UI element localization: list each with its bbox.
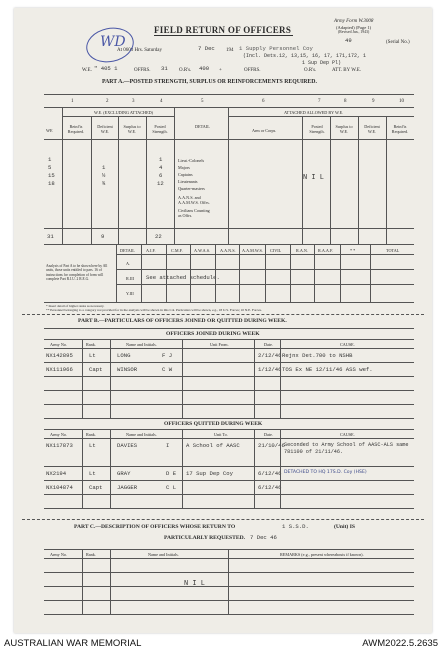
we-val-4: 18 <box>48 180 55 187</box>
joined-1-rank: Lt <box>89 352 96 359</box>
rule <box>44 508 414 509</box>
col-number-1: 1 <box>71 99 74 104</box>
unit-typed-2: (Incl. Dets.12, 13,15, 16, 17, 171,172, 1 <box>243 53 367 59</box>
rule <box>44 107 414 108</box>
form-revised: (Revised Jan., 1943) <box>338 30 370 34</box>
quitted-col-unit: Unit To. <box>214 432 228 437</box>
ors-label-2: O.R's. <box>304 68 317 73</box>
detail-col-aamws: A.A.M.W.S. <box>242 248 263 253</box>
col-surplus-2: Surplus to W.E. <box>335 124 353 134</box>
form-number: Army Form W.3008 <box>334 19 374 24</box>
joined-col-army-no: Army No. <box>50 342 67 347</box>
rule <box>370 244 371 302</box>
rule <box>44 362 414 363</box>
joined-col-rank: Rank. <box>86 342 96 347</box>
detail-col-awas: A.W.A.S. <box>194 248 211 253</box>
col-posted: Posted Strength. <box>152 124 168 134</box>
rule <box>44 549 414 550</box>
rule <box>44 480 414 481</box>
quitted-1-date: 21/10/46 <box>258 442 285 449</box>
detail-col-civil: CIVIL <box>270 248 282 253</box>
detail-col-aans: A.A.N.S. <box>220 248 236 253</box>
we-val-1: 1 <box>48 156 52 163</box>
rank-captains: Captains <box>178 172 193 177</box>
footer-accession: AWM2022.5.2635 <box>362 638 438 649</box>
rule <box>44 600 414 601</box>
col-number-9: 9 <box>372 99 375 104</box>
col-number-7: 7 <box>318 99 321 104</box>
rule <box>82 339 83 418</box>
col-detail: DETAIL <box>195 124 210 129</box>
joined-2-date: 1/12/46 <box>258 366 282 373</box>
attached-nil: N I L <box>303 174 325 182</box>
quitted-1-initials: I <box>166 442 170 449</box>
footer-source: AUSTRALIAN WAR MEMORIAL <box>4 638 142 649</box>
quitted-col-cause: CAUSE. <box>340 432 355 437</box>
quitted-1-no: NX117873 <box>46 442 73 449</box>
rule <box>118 116 119 244</box>
col-we: WE <box>46 128 53 133</box>
col-number-3: 3 <box>132 99 135 104</box>
total-def: 9 <box>101 233 105 240</box>
rule <box>44 302 414 303</box>
joined-title: OFFICERS JOINED DURING WEEK <box>166 331 260 337</box>
rank-lieutenants: Lieutenants <box>178 179 198 184</box>
rule <box>44 494 414 495</box>
footnote-1: * Insert detail of higher ranks as necessary. <box>46 304 105 308</box>
plus-sign: + <box>219 68 222 73</box>
quitted-1-unit: A School of AASC <box>186 442 240 449</box>
see-schedule: See attached schedule. <box>146 274 220 281</box>
rule <box>44 586 414 587</box>
rule <box>280 339 281 418</box>
rule <box>44 376 414 377</box>
rule <box>330 116 331 244</box>
part-c-unit: 1 S.S.D. <box>282 523 309 530</box>
quitted-2-rank: Lt <box>89 470 96 477</box>
detail-col-ran: R.A.N. <box>296 248 308 253</box>
part-c-col-remarks: REMARKS (e.g., present whereabouts if known). <box>280 552 364 557</box>
joined-2-initials: C W <box>162 366 173 373</box>
we-label: W.E. <box>82 68 92 73</box>
col-number-6: 6 <box>262 99 265 104</box>
joined-col-date: Date. <box>264 342 273 347</box>
quitted-col-rank: Rank. <box>86 432 96 437</box>
rule <box>44 348 414 349</box>
rule <box>215 244 216 302</box>
rule <box>254 339 255 418</box>
rule <box>91 116 92 244</box>
rule <box>190 244 191 302</box>
offrs-label: OFFRS. <box>134 68 151 73</box>
rule <box>314 244 315 302</box>
rule <box>22 314 424 315</box>
part-c-date: 7 Dec 46 <box>250 534 277 541</box>
rule <box>44 614 414 615</box>
rule <box>228 549 229 614</box>
col-number-8: 8 <box>344 99 347 104</box>
joined-1-no: NX142895 <box>46 352 73 359</box>
detail-col-total: TOTAL <box>386 248 400 253</box>
stamp-text: WD <box>100 34 126 50</box>
rule <box>290 244 291 302</box>
quitted-title: OFFICERS QUITTED DURING WEEK <box>164 421 263 427</box>
col-number-5: 5 <box>201 99 204 104</box>
quitted-2-date: 6/12/46 <box>258 470 282 477</box>
rank-aans: A.A.N.S. and <box>178 195 201 200</box>
part-c-nil: N I L <box>184 580 206 588</box>
joined-col-unit: Unit From. <box>210 342 229 347</box>
joined-1-cause: Rejnx Det.700 to NSHB <box>282 352 353 359</box>
part-b-title: PART B.—PARTICULARS OF OFFICERS JOINED OR QUITTED DURING WEEK. <box>78 318 287 324</box>
ors-label: O.R's. <box>179 68 192 73</box>
rule <box>340 244 341 302</box>
def-val-3: ½ <box>102 172 106 179</box>
quitted-2-no: NX2194 <box>46 470 67 477</box>
rule <box>44 228 414 229</box>
quitted-2-initials: D E <box>166 470 177 477</box>
col-posted-2: Posted Strength. <box>309 124 325 134</box>
def-val-2: 1 <box>102 164 106 171</box>
rule <box>44 558 414 559</box>
we-excl-header: W.E. (EXCLUDING ATTACHED) <box>94 110 154 115</box>
part-c-col-rank: Rank. <box>86 552 96 557</box>
rank-aamws: A.A.M.W.S. Offrs. <box>178 200 210 205</box>
rule <box>22 519 424 520</box>
rank-quartermasters: Quarter-masters <box>178 186 205 191</box>
total-we: 31 <box>47 233 54 240</box>
rule <box>44 572 414 573</box>
rule <box>44 244 414 245</box>
rule <box>62 107 63 244</box>
rule <box>44 466 414 467</box>
joined-col-name: Name and Initials. <box>126 342 157 347</box>
col-reinforcements-2: Reinf'ts Required. <box>391 124 409 134</box>
detail-row-riii: R.III <box>126 276 135 281</box>
unit-typed-3: 1 Sup Dep Pl) <box>302 60 342 66</box>
rule <box>44 94 414 95</box>
rule <box>228 107 229 244</box>
rule <box>166 244 167 302</box>
we-value: " 405 1 <box>94 65 118 72</box>
rule <box>44 418 414 419</box>
col-number-4: 4 <box>160 99 163 104</box>
offrs-label-2: OFFRS. <box>244 68 261 73</box>
rank-civilians-2: as Offrs. <box>178 213 193 218</box>
part-c-unit-label: (Unit) IS <box>334 524 355 530</box>
we-val-2: 5 <box>48 164 52 171</box>
quitted-1-cause: Seconded to Army School of AASC-ALS same 781100 of 21/11/46. <box>284 442 409 455</box>
detail-row-yiii: Y.III <box>126 291 134 296</box>
rule <box>110 339 111 418</box>
col-arm: Arm or Corps. <box>252 128 277 133</box>
rule <box>44 328 414 329</box>
rule <box>110 429 111 508</box>
detail-col-cmf: C.M.F. <box>171 248 183 253</box>
quitted-2-name: GRAY <box>117 470 131 477</box>
rule <box>44 404 414 405</box>
col-surplus: Surplus to W.E. <box>123 124 141 134</box>
footnote-2: ** Personnel belonging to a category not provided for in the analysis will be shown in this Col. Particulars will be shown, e.g., 18 U.S. Forces; 10 N.E. Forces. <box>46 308 262 312</box>
attached-header: ATTACHED ALLOWED BY W.E. <box>284 110 344 115</box>
rank-civilians: Civilians Counting <box>178 208 210 213</box>
joined-2-name: WINSOR <box>117 366 138 373</box>
joined-1-initials: F J <box>162 352 173 359</box>
posted-val-3: 6 <box>159 172 163 179</box>
posted-val-4: 12 <box>157 180 164 187</box>
quitted-3-no: NX104874 <box>46 484 73 491</box>
year-label: 194 <box>226 48 234 53</box>
quitted-col-name: Name and Initials. <box>126 432 157 437</box>
detail-row-a: A. <box>126 261 131 266</box>
analysis-note: Analysis of Part A to be shown here by All units, those units entitled to pars. 16 of instructions for completion of form will complete Part R.I.U. 2 R.E.G. <box>46 264 108 282</box>
part-a-title: PART A.—POSTED STRENGTH, SURPLUS OR REINFORCEMENTS REQUIRED. <box>102 79 317 85</box>
detail-col-raaf: R.A.A.F. <box>318 248 334 253</box>
document-page <box>14 8 432 633</box>
joined-1-name: LONG <box>117 352 131 359</box>
form-title: FIELD RETURN OF OFFICERS <box>154 25 292 35</box>
rank-lt-col: Lieut.-Colonels <box>178 158 205 163</box>
quitted-1-name: DAVIES <box>117 442 138 449</box>
posted-val-2: 4 <box>159 164 163 171</box>
att-label: ATT. BY W.E. <box>332 68 362 73</box>
rule <box>82 549 83 614</box>
col-deficient: Deficient W.E. <box>97 124 113 134</box>
total-posted: 22 <box>155 233 162 240</box>
rank-majors: Majors <box>178 165 190 170</box>
col-deficient-2: Deficient W.E. <box>364 124 380 134</box>
quitted-3-date: 6/12/46 <box>258 484 282 491</box>
title-underline <box>154 35 293 36</box>
rule <box>141 244 142 302</box>
joined-col-cause: CAUSE. <box>340 342 355 347</box>
unit-typed: 1 Supply Personnel Coy <box>239 45 313 52</box>
rule <box>116 244 117 302</box>
col-number-2: 2 <box>106 99 109 104</box>
detail-col-aif: A.I.F. <box>146 248 156 253</box>
date-value: 7 Dec <box>198 45 215 52</box>
rule <box>265 244 266 302</box>
time-label: At 0600 Hrs. Saturday <box>117 48 162 53</box>
rule <box>358 116 359 244</box>
rule <box>110 549 111 614</box>
serial-label: (Serial No.) <box>386 40 410 45</box>
rule <box>174 107 175 244</box>
rule <box>182 339 183 418</box>
rule <box>44 390 414 391</box>
detail-col-detail: DETAIL <box>120 248 135 253</box>
quitted-col-army-no: Army No. <box>50 432 67 437</box>
rule <box>44 339 414 340</box>
detail-col-other: * * <box>350 248 356 253</box>
ors-value: 400 <box>199 65 210 72</box>
serial-value: 49 <box>345 37 352 44</box>
rule <box>254 429 255 508</box>
rule <box>82 429 83 508</box>
part-c-title: PART C.—DESCRIPTION OF OFFICERS WHOSE RETURN TO <box>74 524 236 530</box>
quitted-1-rank: Lt <box>89 442 96 449</box>
rule <box>386 116 387 244</box>
col-reinforcements: Reinf'ts Required. <box>67 124 85 134</box>
quitted-col-date: Date. <box>264 432 273 437</box>
offrs-value: 31 <box>161 65 168 72</box>
quitted-2-unit: 17 Sup Dep Coy <box>186 470 233 477</box>
quitted-2-cause: DETACHED TO HQ 17S.D. Coy (HSE) <box>284 470 367 475</box>
quitted-3-initials: C L <box>166 484 177 491</box>
rule <box>44 438 414 439</box>
rule <box>280 429 281 508</box>
col-number-10: 10 <box>399 99 404 104</box>
rule <box>44 429 414 430</box>
joined-2-cause: TOS Ex NE 12/11/46 ASS wef. <box>282 366 373 373</box>
joined-2-no: NX111966 <box>46 366 73 373</box>
joined-2-rank: Capt <box>89 366 103 373</box>
def-val-4: ¾ <box>102 180 106 187</box>
posted-val-1: 1 <box>159 156 163 163</box>
quitted-3-name: JAGGER <box>117 484 138 491</box>
quitted-3-rank: Capt <box>89 484 103 491</box>
part-c-col-army-no: Army No. <box>50 552 67 557</box>
rule <box>182 429 183 508</box>
we-val-3: 15 <box>48 172 55 179</box>
rule <box>146 116 147 244</box>
part-c-col-name: Name and Initials. <box>148 552 179 557</box>
part-c-requested: PARTICULARLY REQUESTED. <box>164 535 246 541</box>
joined-1-date: 2/12/46 <box>258 352 282 359</box>
form-adapted: (Adapted) (Page 1) <box>336 25 372 30</box>
rule <box>239 244 240 302</box>
